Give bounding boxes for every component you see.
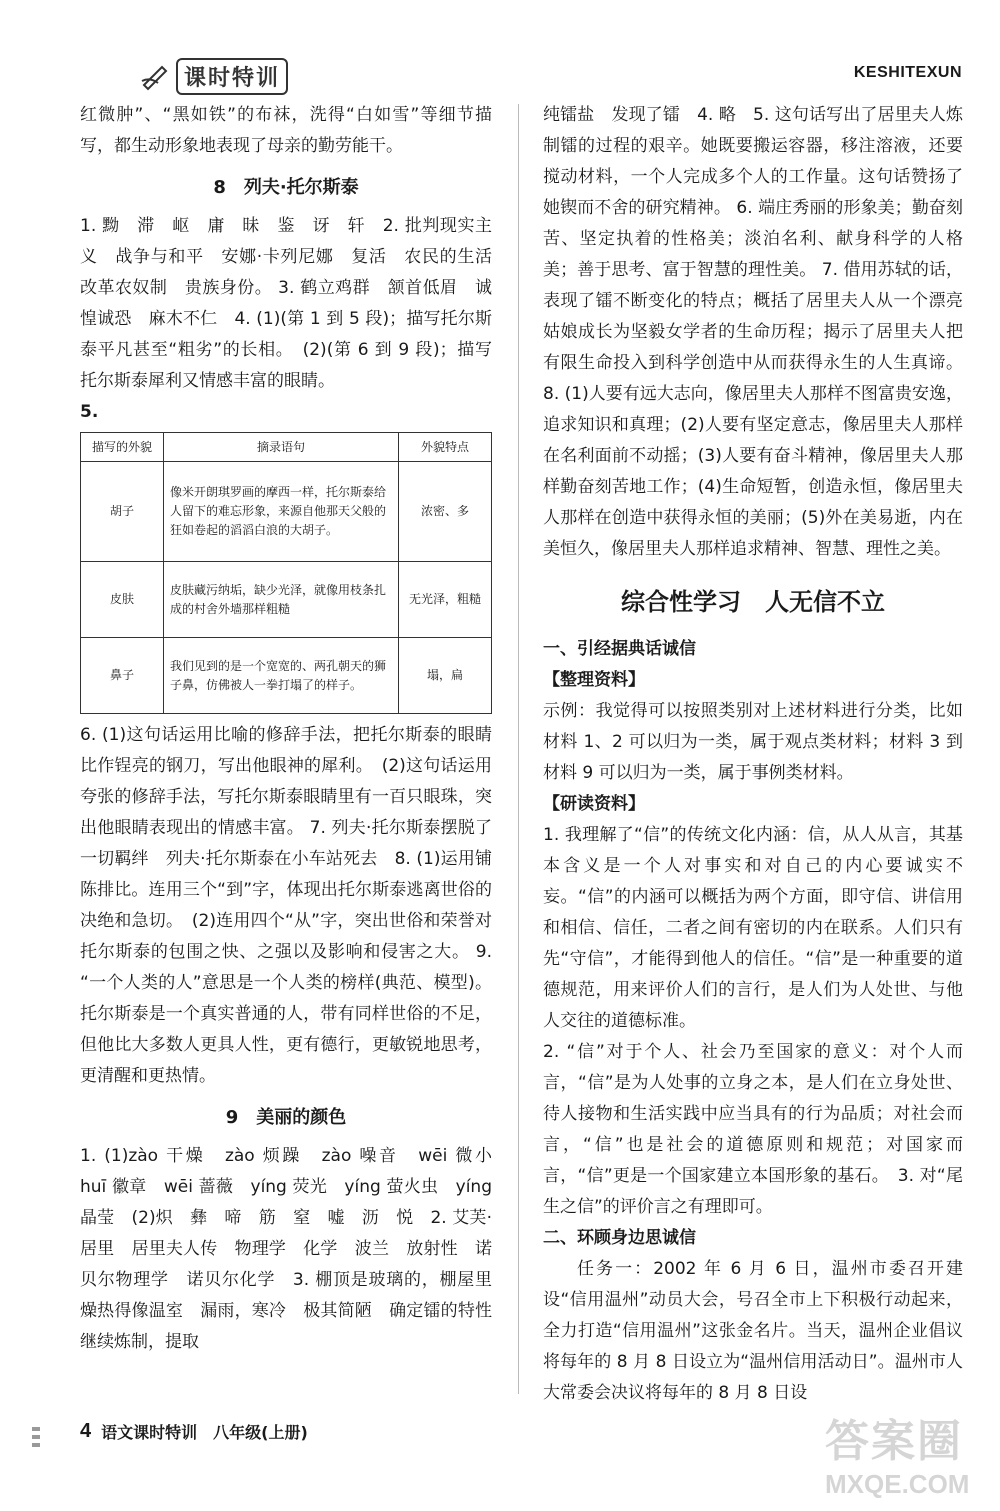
page-header xyxy=(80,52,962,100)
table-cell: 无光泽，粗糙 xyxy=(399,562,492,638)
right-column xyxy=(543,100,963,1409)
column-divider xyxy=(518,104,519,1394)
paragraph: 2. “信”对于个人、社会乃至国家的意义：对个人而言，“信”是为人处事的立身之本，是人们在立身处世、待人接物和生活实践中应当具有的行为品质；对社会而言，“信”也是社会的道德原则和规范；对国家而言，“信”更是一个国家建立本国形象的基石。 3. 对“尾生之信”的评价言之有理即可。 xyxy=(543,1042,963,1217)
table-row xyxy=(81,638,492,714)
paragraph: 任务一：2002 年 6 月 6 日，温州市委召开建设“信用温州”动员大会，号召全市上下积极行动起来，全力打造“信用温州”这张金名片。当天，温州企业倡议将每年的 8 月 8 日设立为“温州信用活动日”。温州市人大常委会决议将每年的 8 月 8 日设 xyxy=(543,1259,963,1403)
table-cell: 浓密、多 xyxy=(399,462,492,562)
table-row xyxy=(81,562,492,638)
paragraph: 1. (1)zào 干燥 zào 烦躁 zào 噪音 wēi 微小 huī 徽章 wēi 蔷薇 yíng 荧光 yíng 萤火虫 yíng 晶莹 (2)炽 彝 啼 筋 窒 嘘 沥 悦 2. 艾芙·居里 居里夫人传 物理学 化学 波兰 放射性 诺贝尔物理学 诺贝尔化学 3. 棚顶是玻璃的，棚屋里燥热得像温室 漏雨，寒冷 极其简陋 确定镭的特性 继续炼制，提取 xyxy=(80,1146,509,1352)
table-cell: 胡子 xyxy=(81,462,164,562)
paragraph: 示例：我觉得可以按照类别对上述材料进行分类，比如材料 1、2 可以归为一类，属于观点类材料；材料 3 到材料 9 可以归为一类，属于事例类材料。 xyxy=(543,701,963,783)
bracket-heading: 【研读资料】 xyxy=(543,794,645,814)
paragraph: 红微肿”、“黑如铁”的布袜，洗得“白如雪”等细节描写，都生动形象地表现了母亲的勤劳能干。 xyxy=(80,105,492,156)
book-title: 语文课时特训 八年级(上册) xyxy=(101,1423,308,1442)
table-header: 外貌特点 xyxy=(399,433,492,462)
table-cell: 鼻子 xyxy=(81,638,164,714)
edge-mark-icon xyxy=(30,1425,42,1455)
section-title: 9 美丽的颜色 xyxy=(225,1107,347,1128)
table-cell: 塌，扁 xyxy=(399,638,492,714)
page-footer xyxy=(80,1420,308,1443)
question-number: 5. xyxy=(80,402,99,422)
chapter-title: 综合性学习 人无信不立 xyxy=(621,588,885,616)
bracket-heading: 【整理资料】 xyxy=(543,670,645,690)
table-cell: 皮肤 xyxy=(81,562,164,638)
watermark-text: 答案圈 xyxy=(825,1416,963,1467)
subsection-title: 一、引经据典话诚信 xyxy=(543,639,696,659)
appearance-table xyxy=(80,432,492,714)
table-header: 摘录语句 xyxy=(164,433,399,462)
table-header: 描写的外貌 xyxy=(81,433,164,462)
brand-name: KESHITEXUN xyxy=(853,64,962,81)
paragraph: 1. 我理解了“信”的传统文化内涵：信，从人从言，其基本含义是一个人对事实和对自己的内心要诚实不妄。“信”的内涵可以概括为两个方面，即守信、讲信用和相信、信任，二者之间有密切的内在联系。人们只有先“守信”，才能得到他人的信任。“信”是一种重要的道德规范，用来评价人们的言行，是人们为人处世、与他人交往的道德标准。 xyxy=(543,825,963,1031)
watermark-url: MXQE.COM xyxy=(825,1469,970,1499)
pen-icon xyxy=(140,61,170,91)
table-header-row xyxy=(81,433,492,462)
paragraph: 1. 黝 滞 岖 庸 昧 鉴 讶 轩 2. 批判现实主义 战争与和平 安娜·卡列尼娜 复活 农民的生活 改革农奴制 贵族身份。 3. 鹤立鸡群 颔首低眉 诚惶诚恐 麻木不仁 4. (1)(第 1 到 5 段)；描写托尔斯泰平凡甚至“粗劣”的长相。 (2)(第 6 到 9 段)；描写托尔斯泰犀利又情感丰富的眼睛。 xyxy=(80,216,509,391)
section-title: 8 列夫·托尔斯泰 xyxy=(213,177,359,198)
watermark xyxy=(825,1405,1000,1507)
logo-text: 课时特训 xyxy=(176,58,288,95)
table-cell: 我们见到的是一个宽宽的、两孔朝天的狮子鼻，仿佛被人一拳打塌了的样子。 xyxy=(164,638,399,714)
logo xyxy=(140,58,288,94)
table-cell: 皮肤藏污纳垢，缺少光泽，就像用枝条扎成的村舍外墙那样粗糙 xyxy=(164,562,399,638)
page-number: 4 xyxy=(80,1420,92,1442)
paragraph: 6. (1)这句话运用比喻的修辞手法，把托尔斯泰的眼睛比作锃亮的钢刀，写出他眼神的犀利。 (2)这句话运用夸张的修辞手法，写托尔斯泰眼睛里有一百只眼珠，突出他眼睛表现出的情感丰富。 7. 列夫·托尔斯泰摆脱了一切羁绊 列夫·托尔斯泰在小车站死去 8. (1)运用铺陈排比。连用三个“到”字，体现出托尔斯泰逃离世俗的决绝和急切。 (2)连用四个“从”字，突出世俗和荣誉对托尔斯泰的包围之快、之强以及影响和侵害之大。 9. “一个人类的人”意思是一个人类的榜样(典范、模型)。托尔斯泰是一个真实普通的人，带有同样世俗的不足，但他比大多数人更具人性，更有德行，更敏锐地思考，更清醒和更热情。 xyxy=(80,725,493,1086)
left-column xyxy=(80,100,509,1358)
paragraph: 纯镭盐 发现了镭 4. 略 5. 这句话写出了居里夫人炼制镭的过程的艰辛。她既要搬运容器，移注溶液，还要搅动材料，一个人完成多个人的工作量。这句话赞扬了她锲而不舍的研究精神。 6. 端庄秀丽的形象美；勤奋刻苦、坚定执着的性格美；淡泊名利、献身科学的人格美；善于思考、富于智慧的理性美。 7. 借用苏轼的话，表现了镭不断变化的特点；概括了居里夫人从一个漂亮姑娘成长为坚毅女学者的生命历程；揭示了居里夫人把有限生命投入到科学创造中从而获得永生的人生真谛。 8. (1)人要有远大志向，像居里夫人那样不图富贵安逸，追求知识和真理；(2)人要有坚定意志，像居里夫人那样在名利面前不动摇；(3)人要有奋斗精神，像居里夫人那样勤奋刻苦地工作；(4)生命短暂，创造永恒，像居里夫人那样在创造中获得永恒的美丽；(5)外在美易逝，内在美恒久，像居里夫人那样追求精神、智慧、理性之美。 xyxy=(543,105,963,559)
subsection-title: 二、环顾身边思诚信 xyxy=(543,1228,696,1248)
table-cell: 像米开朗琪罗画的摩西一样，托尔斯泰给人留下的难忘形象，来源自他那天父般的狂如卷起的滔滔白浪的大胡子。 xyxy=(164,462,399,562)
table-row xyxy=(81,462,492,562)
